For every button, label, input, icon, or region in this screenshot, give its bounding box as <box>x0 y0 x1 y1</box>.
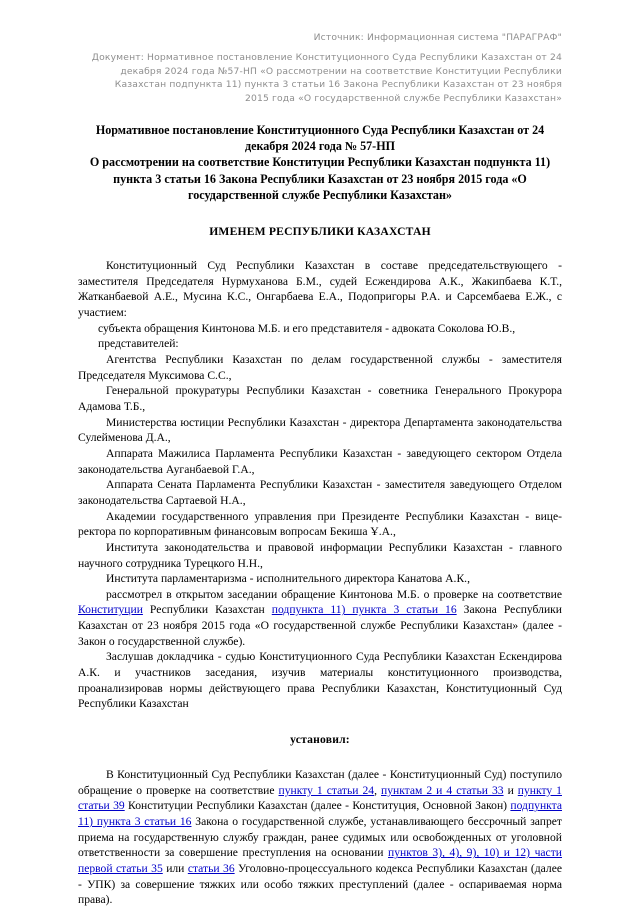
document-meta-header <box>78 0 562 105</box>
body-section-composition <box>78 258 562 712</box>
link-article-36[interactable]: статьи 36 <box>187 862 235 876</box>
appeal-text-part-6: или <box>162 862 188 876</box>
paragraph-considered-in-session <box>78 587 562 650</box>
considered-text-part-1: рассмотрел в открытом заседании обращение Кинтонова М.Б. о проверке на соответствие <box>106 587 562 601</box>
appeal-text-part-2: , <box>374 783 381 797</box>
heading-established: установил: <box>290 733 350 747</box>
link-paragraph-1-article-24[interactable]: пункту 1 статьи 24 <box>278 783 375 797</box>
paragraph-heard-reporter: Заслушав докладчика - судью Конституционного Суда Республики Казахстан Ескендирова А.К. и участников заседания, изучив материалы конституционного производства, проанализировав нормы действующего права Республики Казахстан, Конституционный Суд Республики Казахстан <box>78 650 562 711</box>
paragraph-rep-mazhilis: Аппарата Мажилиса Парламента Республики Казахстан - заведующего сектором Отдела законодательства Ауганбаевой Г.А., <box>78 446 562 476</box>
body-section-appeal <box>78 767 562 908</box>
paragraph-rep-ministry-justice: Министерства юстиции Республики Казахстан - директора Департамента законодательства Сулейменова Д.А., <box>78 415 562 445</box>
considered-text-part-2: Республики Казахстан <box>142 603 272 617</box>
appeal-text-part-5: Закона о государственной службе, устанавливающего бессрочный запрет приема на государственную службу граждан, ранее судимых или освобожденных от уголовной ответственности за совершение преступления на основании <box>78 815 562 860</box>
paragraph-rep-academy: Академии государственного управления при Президенте Республики Казахстан - вице-ректора по корпоративным финансовым вопросам Бекиша Ұ.А., <box>78 509 562 539</box>
paragraph-court-composition: Конституционный Суд Республики Казахстан в составе председательствующего - заместителя Председателя Нурмуханова Б.М., судей Есжендирова А.К., Жакипбаева К.Т., Жатканбаевой А.Е., Мусина К.С., Онгарбаева Е.А., Подопригоры Р.А. и Сарсембаева Е.Ж., с участием: <box>78 259 562 320</box>
paragraph-rep-institute-legislation: Института законодательства и правовой информации Республики Казахстан - главного научного сотрудника Турецкого Н.Н., <box>78 540 562 570</box>
paragraph-rep-prosecutor: Генеральной прокуратуры Республики Казахстан - советника Генерального Прокурора Адамова Т.Б., <box>78 384 562 413</box>
page-title <box>78 122 562 203</box>
source-line: Источник: Информационная система "ПАРАГРАФ" <box>313 32 562 43</box>
title-line-2: декабря 2024 года № 57-НП <box>244 139 396 154</box>
link-constitution[interactable]: Конституции <box>78 603 143 617</box>
paragraph-rep-senate: Аппарата Сената Парламента Республики Казахстан - заместителя заведующего Отделом законодательства Сартаевой Н.А., <box>78 478 562 507</box>
considered-text-part-3: Закона Республики Казахстан от 23 ноября 2015 года «О государственной службе Республики Казахстан» (далее - Закон о государственной службе). <box>78 603 562 648</box>
appeal-text-part-7: Уголовно-процессуального кодекса Республики Казахстан (далее - УПК) за совершение тяжких или особо тяжких преступлений (далее - оспариваемая норма права). <box>78 862 562 907</box>
link-paragraphs-2-and-4-article-33[interactable]: пунктам 2 и 4 статьи 33 <box>381 783 504 797</box>
paragraph-subject-of-appeal: субъекта обращения Кинтонова М.Б. и его представителя - адвоката Соколова Ю.В., <box>98 321 516 335</box>
paragraph-representatives-label: представителей: <box>98 337 179 351</box>
link-subparagraph-11-paragraph-3-article-16-law[interactable]: подпункта 11) пункта 3 статьи 16 <box>78 799 562 829</box>
title-line-3: О рассмотрении на соответствие Конституции Республики Казахстан подпункта 11) <box>89 155 551 170</box>
link-points-part-one-article-35[interactable]: пунктов 3), 4), 9), 10) и 12) части первой статьи 35 <box>78 846 562 876</box>
link-paragraph-1-article-39[interactable]: пункту 1 статьи 39 <box>78 783 562 813</box>
paragraph-rep-agency: Агентства Республики Казахстан по делам государственной службы - заместителя Председателя Муксимова С.С., <box>78 352 562 382</box>
paragraph-rep-institute-parliamentarism: Института парламентаризма - исполнительного директора Канатова А.К., <box>106 572 470 586</box>
title-line-1: Нормативное постановление Конституционного Суда Республики Казахстан от 24 <box>95 123 545 138</box>
title-line-5: государственной службе Республики Казахстан» <box>188 187 452 202</box>
document-description-line: Документ: Нормативное постановление Конституционного Суда Республики Казахстан от 24 декабря 2024 года №57-НП «О рассмотрении на соответствие Конституции Республики Казахстан подпункта 11) пункта 3 статьи 16 Закона Республики Казахстан от 23 ноября 2015 года «О государственной службе Республики Казахстан» <box>91 52 562 104</box>
title-line-4: пункта 3 статьи 16 Закона Республики Казахстан от 23 ноября 2015 года «О <box>113 171 527 186</box>
appeal-text-part-1: В Конституционный Суд Республики Казахстан (далее - Конституционный Суд) поступило обращение о проверке на соответствие <box>78 768 562 797</box>
appeal-text-part-3: и <box>503 783 518 797</box>
link-subparagraph-11-paragraph-3-article-16[interactable]: подпункта 11) пункта 3 статьи 16 <box>271 603 457 617</box>
heading-in-the-name-of-republic: ИМЕНЕМ РЕСПУБЛИКИ КАЗАХСТАН <box>209 225 431 239</box>
paragraph-appeal-received <box>78 767 562 908</box>
appeal-text-part-4: Конституции Республики Казахстан (далее - Конституция, Основной Закон) <box>124 799 511 813</box>
